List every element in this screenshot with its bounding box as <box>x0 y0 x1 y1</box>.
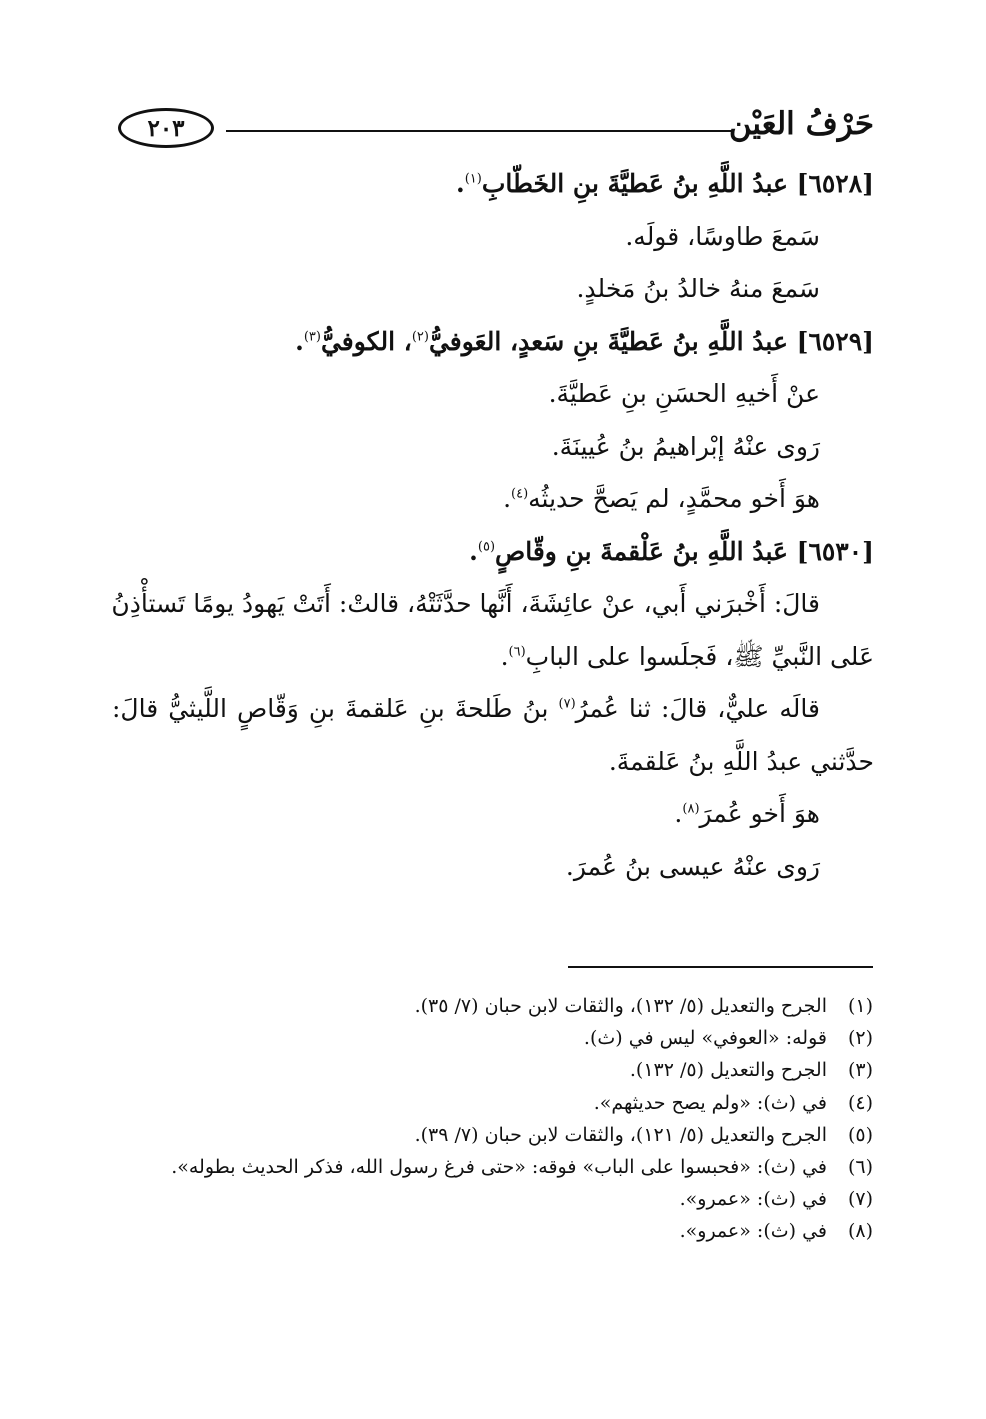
page-number: ٢٠٣ <box>147 114 185 142</box>
line-end-punct: . <box>503 484 512 513</box>
text-line <box>112 368 874 421</box>
text-line <box>112 683 874 736</box>
text-line <box>112 578 874 631</box>
footnote-number: (١) <box>847 995 873 1017</box>
footnote-text: في (ث): «ولم يصح حديثهم». <box>593 1091 827 1114</box>
entry-heading <box>112 158 874 211</box>
footnote-ref: (١) <box>464 171 482 187</box>
footnote-text: في (ث): «فحبسوا على الباب» فوقه: «حتى فرغ رسول الله، فذكر الحديث بطوله». <box>171 1156 827 1179</box>
line-text: سَمعَ طاوسًا، قولَه. <box>625 221 820 251</box>
line-text: [٦٥٢٨] عبدُ اللَّهِ بنُ عَطيَّةَ بنِ الخَطّابِ <box>481 169 874 198</box>
footnote-ref: (٤) <box>511 486 529 502</box>
text-line <box>112 631 874 684</box>
page-header <box>118 100 874 160</box>
text-line <box>112 421 874 474</box>
footnote-separator <box>568 966 873 968</box>
line-text: عنْ أَخيهِ الحسَنِ بنِ عَطيَّةَ. <box>548 379 820 408</box>
line-end-punct: . <box>469 536 478 566</box>
main-text <box>112 158 874 893</box>
footnote-ref: (٧) <box>558 696 576 712</box>
footnote-item <box>153 990 873 1022</box>
text-line <box>112 788 874 841</box>
footnote-text: الجرح والتعديل (٥/ ١٣٢). <box>629 1059 827 1082</box>
footnote-text: الجرح والتعديل (٥/ ١٣٢)، والثقات لابن حبان (٧/ ٣٥). <box>414 995 827 1017</box>
footnote-number: (٦) <box>847 1156 873 1179</box>
footnote-ref: (٨) <box>682 801 700 817</box>
text-line <box>112 263 874 316</box>
line-text: [٦٥٢٩] عبدُ اللَّهِ بنُ عَطيَّةَ بنِ سَعدٍ، العَوفيُّ <box>428 326 874 356</box>
line-text-continued: بنُ طَلحةَ بنِ عَلقمةَ بنِ وَقّاصٍ اللَّيثيُّ قالَ: <box>112 694 559 723</box>
footnote-number: (٨) <box>847 1220 873 1243</box>
line-text: هوَ أَخو محمَّدٍ، لم يَصحَّ حديثُه <box>528 484 820 513</box>
entry-heading <box>112 526 874 579</box>
line-text: عَلى النَّبيِّ ﷺ، فَجلَسوا على البابِ <box>525 641 874 671</box>
footnote-text: قوله: «العوفي» ليس في (ث). <box>583 1027 827 1050</box>
line-end-punct: . <box>500 641 509 671</box>
footnote-item <box>153 1087 873 1119</box>
footnote-text: في (ث): «عمرو». <box>679 1188 827 1211</box>
line-end-punct: . <box>455 169 465 198</box>
line-text-continued: ، الكوفيُّ <box>320 326 412 356</box>
footnote-text: في (ث): «عمرو». <box>679 1220 827 1243</box>
footnotes <box>153 990 873 1248</box>
footnote-ref: (٥) <box>477 539 496 555</box>
line-text: قالَ: أَخْبرَني أَبي، عنْ عائِشَةَ، أَنَّها حدَّثَتْهُ، قالتْ: أَتَتْ يَهودُ يومًا تَستأْذِنُ <box>111 589 820 618</box>
footnote-number: (٢) <box>847 1027 873 1050</box>
chapter-title: حَرْفُ العَيْن <box>728 106 874 142</box>
footnote-text: الجرح والتعديل (٥/ ١٢١)، والثقات لابن حبان (٧/ ٣٩). <box>414 1123 827 1146</box>
footnote-item <box>153 1022 873 1054</box>
footnote-item <box>153 1183 873 1215</box>
footnote-item <box>153 1151 873 1183</box>
text-line <box>112 473 874 526</box>
page-number-badge <box>118 108 214 148</box>
line-text: هوَ أَخو عُمرَ <box>699 799 820 828</box>
footnote-item <box>153 1119 873 1151</box>
line-end-punct: . <box>295 326 304 356</box>
line-text: رَوى عنْهُ إبْراهيمُ بنُ عُيينَةَ. <box>551 431 820 461</box>
footnote-number: (٤) <box>847 1091 873 1114</box>
footnote-ref: (٦) <box>508 644 526 660</box>
line-text: رَوى عنْهُ عيسى بنُ عُمرَ. <box>565 851 820 881</box>
footnote-number: (٣) <box>847 1059 873 1082</box>
line-end-punct: . <box>674 799 683 828</box>
text-line <box>112 211 874 264</box>
line-text: قالَه عليٌّ، قالَ: ثنا عُمرُ <box>575 694 820 723</box>
text-line <box>112 841 874 894</box>
line-text: حدَّثني عبدُ اللَّهِ بنُ عَلقمةَ. <box>608 746 874 776</box>
footnote-item <box>153 1215 873 1247</box>
footnote-ref: (٣) <box>303 329 321 345</box>
footnote-item <box>153 1054 873 1086</box>
line-text: سَمعَ منهُ خالدُ بنُ مَخلدٍ. <box>576 274 820 303</box>
text-line <box>112 736 874 789</box>
footnote-number: (٧) <box>847 1188 873 1211</box>
line-text: [٦٥٣٠] عَبدُ اللَّهِ بنُ عَلْقمةَ بنِ وقّاصٍ <box>495 536 874 566</box>
entry-heading <box>112 316 874 369</box>
header-rule <box>226 130 734 132</box>
footnote-number: (٥) <box>847 1123 873 1146</box>
footnote-ref: (٢) <box>411 329 429 345</box>
